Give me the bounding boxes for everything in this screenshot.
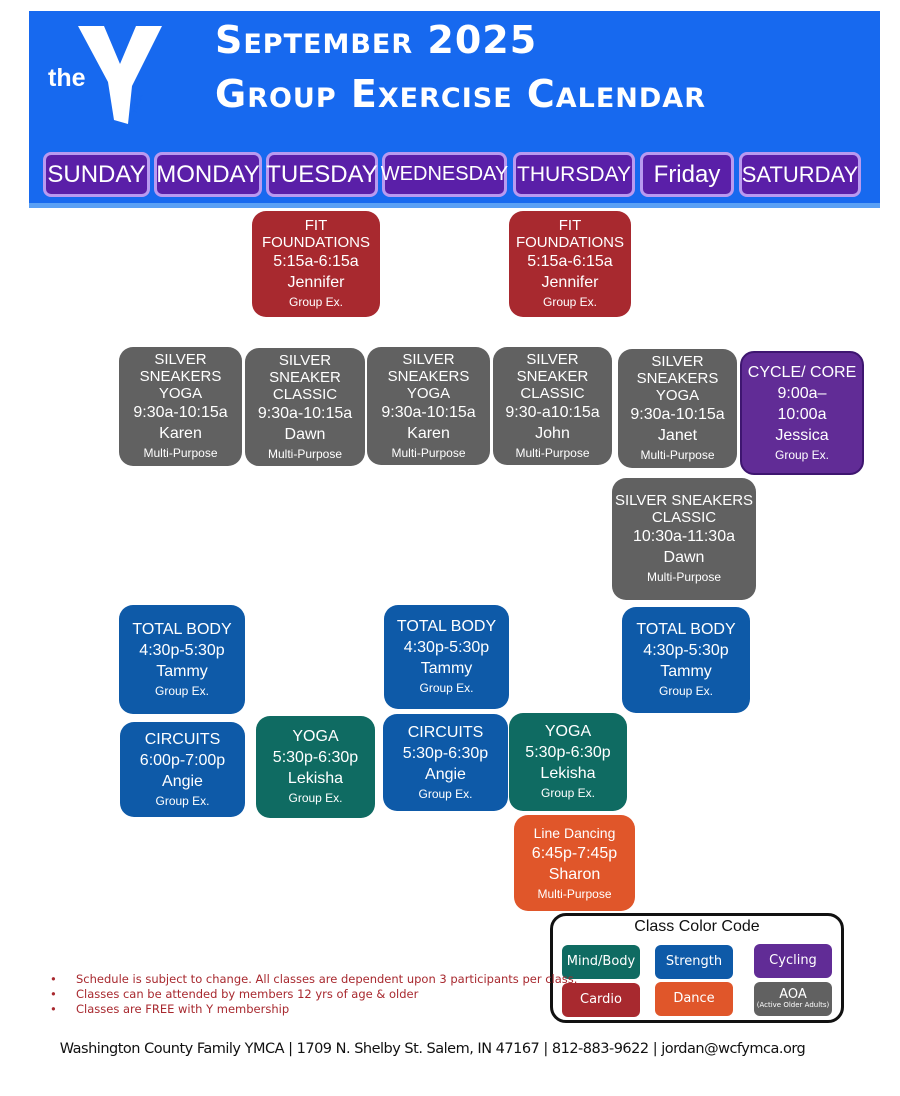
class-instructor: Lekisha (287, 770, 344, 787)
day-header-thursday: THURSDAY (513, 152, 635, 197)
class-name: YOGA (292, 728, 339, 745)
day-header-tuesday: TUESDAY (266, 152, 378, 197)
class-card (245, 348, 365, 466)
schedule-notes (50, 972, 577, 1017)
class-name: CYCLE/ CORE (747, 363, 857, 381)
class-name: SILVER SNEAKER CLASSIC (516, 350, 589, 402)
legend-chip-aoa (754, 982, 832, 1016)
class-time: 9:30a-10:15a (381, 403, 476, 421)
class-name: SILVER SNEAKERS YOGA (387, 350, 470, 402)
class-time: 5:30p-6:30p (402, 744, 489, 762)
class-room: Group Ex. (418, 786, 473, 801)
class-card (612, 478, 756, 600)
day-header-monday: MONDAY (154, 152, 262, 197)
legend-chip-mind-body: Mind/Body (562, 945, 640, 979)
class-instructor: Jennifer (541, 274, 599, 291)
class-room: Multi-Purpose (515, 445, 590, 460)
class-name: CIRCUITS (144, 730, 221, 748)
class-time: 9:30a-10:15a (257, 404, 353, 422)
legend-chip-strength: Strength (655, 945, 733, 979)
legend-chip-label: AOA (779, 987, 807, 1002)
class-room: Group Ex. (774, 447, 830, 462)
bullet-icon: • (50, 972, 57, 986)
class-card (740, 351, 864, 475)
class-card (622, 607, 750, 713)
class-room: Multi-Purpose (391, 445, 466, 460)
class-instructor: Sharon (548, 866, 601, 883)
class-time: 4:30p-5:30p (403, 639, 490, 656)
class-time: 5:30p-6:30p (525, 744, 611, 761)
page-title-month: September 2025 (215, 18, 538, 62)
header-band (29, 203, 880, 208)
class-name: TOTAL BODY (132, 620, 232, 638)
class-time: 4:30p-5:30p (643, 642, 729, 659)
legend-chip-cardio: Cardio (562, 983, 640, 1017)
class-room: Multi-Purpose (646, 570, 722, 584)
class-time: 5:15a-6:15a (527, 253, 613, 270)
class-room: Group Ex. (288, 295, 344, 309)
class-card (493, 347, 612, 465)
class-time: 5:30p-6:30p (272, 749, 359, 766)
class-time: 4:30p-5:30p (139, 641, 225, 659)
class-room: Multi-Purpose (640, 448, 715, 462)
class-name: SILVER SNEAKERS CLASSIC (614, 492, 754, 526)
bullet-icon: • (50, 1002, 57, 1016)
legend-chip-sublabel: (Active Older Adults) (756, 1001, 830, 1009)
class-name: TOTAL BODY (396, 618, 497, 635)
note-item: • Classes can be attended by members 12 yrs of age & older (50, 987, 419, 1001)
class-time: 9:30a-10:15a (133, 404, 228, 421)
logo-the-text: the (48, 64, 86, 92)
class-room: Multi-Purpose (537, 887, 612, 901)
class-name: TOTAL BODY (636, 621, 736, 638)
class-card (119, 347, 242, 466)
legend-chip-cycling: Cycling (754, 944, 832, 978)
class-card (509, 713, 627, 811)
day-header-sunday: SUNDAY (43, 152, 150, 197)
class-card (383, 714, 508, 811)
class-room: Group Ex. (419, 681, 474, 695)
class-name: FIT FOUNDATIONS (515, 217, 625, 251)
day-header-saturday: SATURDAY (739, 152, 861, 197)
class-time: 9:30-a10:15a (505, 403, 600, 421)
class-instructor: Dawn (284, 425, 326, 443)
class-instructor: Dawn (663, 549, 705, 566)
class-name: YOGA (544, 723, 592, 740)
class-instructor: Tammy (660, 663, 712, 680)
day-header-friday: Friday (640, 152, 734, 197)
class-room: Multi-Purpose (267, 446, 343, 461)
class-room: Group Ex. (288, 791, 343, 805)
class-time: 5:15a-6:15a (273, 253, 359, 270)
class-card (119, 605, 245, 714)
class-card (120, 722, 245, 817)
class-room: Group Ex. (540, 786, 596, 800)
class-card (252, 211, 380, 317)
class-instructor: Angie (425, 765, 466, 783)
class-name: FIT FOUNDATIONS (261, 217, 371, 251)
class-card (367, 347, 490, 465)
class-name: SILVER SNEAKERS YOGA (139, 351, 222, 402)
class-time: 10:30a-11:30a (632, 528, 735, 545)
class-instructor: Jennifer (287, 274, 345, 291)
class-name: SILVER SNEAKER CLASSIC (269, 351, 341, 403)
class-card (256, 716, 375, 818)
class-time: 9:30a-10:15a (630, 406, 725, 423)
class-room: Group Ex. (154, 683, 210, 698)
class-instructor: Janet (657, 427, 698, 444)
day-header-wednesday: WEDNESDAY (382, 152, 507, 197)
class-instructor: Lekisha (540, 765, 596, 782)
class-time: 6:00p-7:00p (139, 751, 226, 769)
page-title: Group Exercise Calendar (215, 72, 706, 116)
note-item: • Classes are FREE with Y membership (50, 1002, 290, 1016)
legend-chip-dance: Dance (655, 982, 733, 1016)
note-item: • Schedule is subject to change. All classes are dependent upon 3 participants per class. (50, 972, 578, 986)
class-card (384, 605, 509, 709)
class-time: 6:45p-7:45p (531, 845, 618, 862)
class-card (509, 211, 631, 317)
class-instructor: Karen (159, 425, 202, 442)
class-card (618, 349, 737, 468)
class-name: SILVER SNEAKERS YOGA (636, 353, 719, 404)
class-room: Group Ex. (658, 684, 714, 698)
class-instructor: Angie (162, 772, 203, 790)
class-room: Group Ex. (155, 793, 210, 808)
class-room: Multi-Purpose (143, 446, 218, 460)
class-instructor: Tammy (420, 660, 473, 677)
legend-title: Class Color Code (634, 918, 760, 935)
class-instructor: John (535, 424, 570, 442)
class-room: Group Ex. (542, 295, 598, 309)
class-instructor: Karen (407, 424, 450, 442)
svg-text:YMCA: YMCA (130, 93, 145, 115)
class-instructor: Tammy (156, 662, 208, 680)
class-instructor: Jessica (775, 426, 829, 444)
class-color-legend (550, 913, 844, 1023)
bullet-icon: • (50, 987, 57, 1001)
class-time: 9:00a– 10:00a (777, 384, 827, 423)
footer-contact: Washington County Family YMCA | 1709 N. Shelby St. Salem, IN 47167 | 812-883-9622 | jordan@wcfymca.org (59, 1041, 806, 1057)
class-name: CIRCUITS (407, 723, 484, 741)
class-card (514, 815, 635, 911)
class-name: Line Dancing (533, 825, 616, 841)
